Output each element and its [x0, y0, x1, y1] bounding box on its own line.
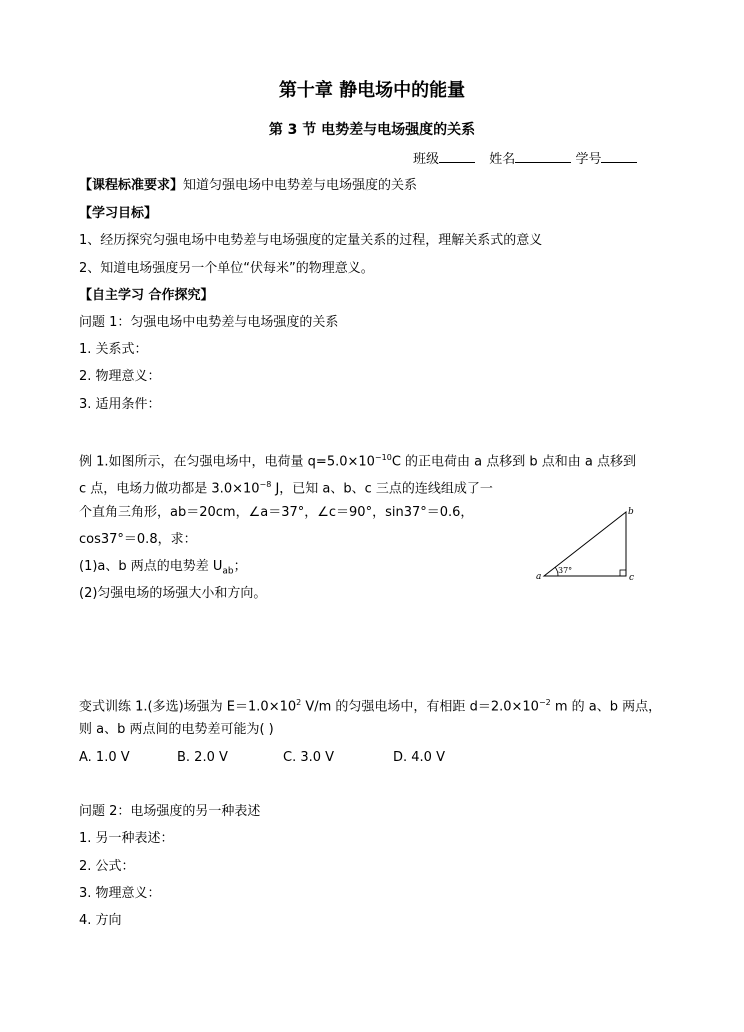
q2-title: 问题 2：电场强度的另一种表述	[79, 804, 261, 819]
goal-item: 2、知道电场强度另一个单位“伏每米”的物理意义。	[79, 261, 374, 276]
standard-line	[79, 177, 417, 195]
q2-item: 2. 公式：	[79, 859, 135, 874]
q2-item: 3. 物理意义：	[79, 886, 161, 901]
example1-line4: cos37°＝0.8，求：	[79, 532, 197, 547]
vertex-a-label: a	[536, 572, 542, 582]
q2-item: 4. 方向	[79, 913, 122, 928]
angle-label: 37°	[558, 566, 573, 575]
chapter-title: 第十章 静电场中的能量	[278, 80, 466, 101]
student-no-label: 学号	[575, 152, 602, 167]
option-c: C. 3.0 V	[283, 750, 335, 765]
right-angle-mark	[620, 570, 626, 576]
student-info	[413, 150, 637, 169]
standard-text: 知道匀强电场中电势差与电场强度的关系	[183, 178, 418, 193]
q1-item: 3. 适用条件：	[79, 397, 161, 412]
example1-line2: c 点，电场力做功都是 $3.0\times 10^{-8}$ J，已知 a、b、c 三点的连线组成了一	[79, 480, 493, 497]
right-triangle-figure	[530, 502, 650, 586]
goals-heading: 【学习目标】	[79, 206, 158, 221]
vertex-c-label: c	[629, 573, 635, 583]
goal-item: 1、经历探究匀强电场中电势差与电场强度的定量关系的过程，理解关系式的意义	[79, 233, 543, 248]
example1-line3: 个直角三角形，ab＝20cm，∠a＝37°，∠c＝90°，sin37°＝0.6，	[79, 505, 474, 520]
class-blank	[439, 150, 475, 163]
explore-heading: 【自主学习 合作探究】	[79, 288, 214, 303]
standard-heading: 【课程标准要求】	[79, 178, 184, 193]
example1-part2: (2)匀强电场的场强大小和方向。	[79, 586, 267, 601]
option-b: B. 2.0 V	[177, 750, 228, 765]
option-d: D. 4.0 V	[393, 750, 445, 765]
class-label: 班级	[413, 152, 440, 167]
variant1-line2: 则 a、b 两点间的电势差可能为( )	[79, 722, 274, 737]
example1-part1: (1)a、b 两点的电势差 $U_{ab}$；	[79, 559, 247, 577]
triangle-shape	[544, 512, 626, 576]
option-a: A. 1.0 V	[79, 750, 130, 765]
example1-line1: 例 1.如图所示，在匀强电场中，电荷量 $q=5.0\times 10^{-10}C$ 的正电荷由 a 点移到 b 点和由 a 点移到	[79, 453, 637, 470]
section-title: 第 3 节 电势差与电场强度的关系	[268, 122, 476, 138]
q1-title: 问题 1：匀强电场中电势差与电场强度的关系	[79, 315, 339, 330]
name-blank	[515, 150, 571, 163]
name-label: 姓名	[489, 152, 516, 167]
student-no-blank	[601, 150, 637, 163]
variant1-line1: 变式训练 1.(多选)场强为 $E=1.0\times 10^2$ V/m 的匀强电场中，有相距 $d=2.0\times 10^{-2}$ m 的 a、b 两点，	[79, 698, 662, 715]
q1-item: 2. 物理意义：	[79, 369, 161, 384]
variant1-options	[79, 749, 445, 767]
q2-item: 1. 另一种表述：	[79, 831, 174, 846]
q1-item: 1. 关系式：	[79, 342, 148, 357]
vertex-b-label: b	[628, 507, 634, 517]
